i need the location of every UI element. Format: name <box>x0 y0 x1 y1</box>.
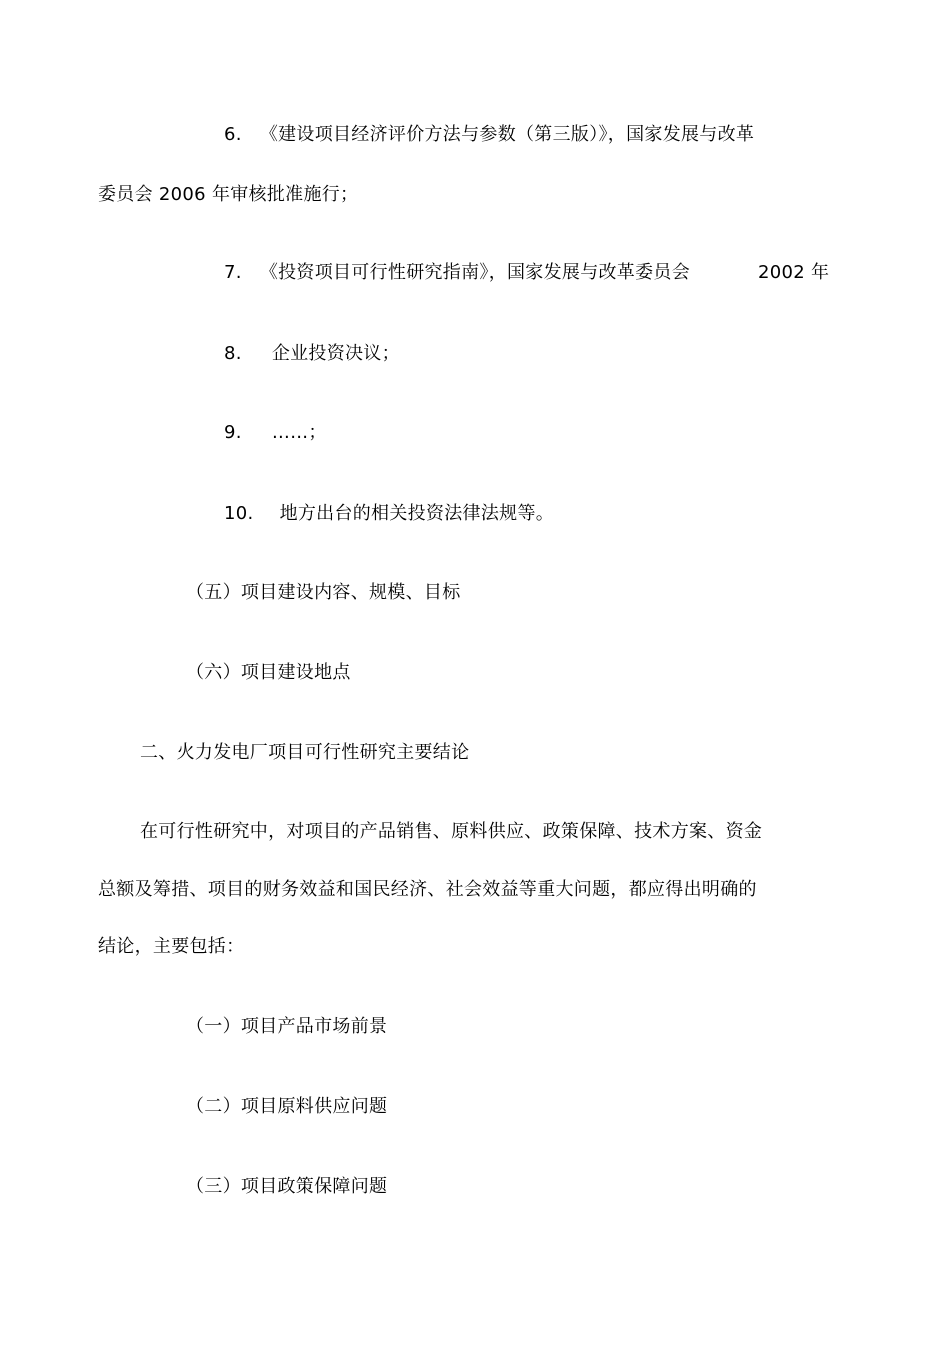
reference-item-6 <box>224 123 754 147</box>
item-number: 6. <box>224 124 242 145</box>
conclusion-heading-2: （二）项目原料供应问题 <box>186 1096 388 1117</box>
item-number: 9. <box>224 422 242 443</box>
item-number: 10. <box>224 503 254 524</box>
chapter-heading-2: 二、火力发电厂项目可行性研究主要结论 <box>140 742 470 763</box>
item-number: 7. <box>224 262 242 283</box>
paragraph-line-3: 结论，主要包括： <box>98 936 245 957</box>
section-heading-6: （六）项目建设地点 <box>186 662 351 683</box>
item-text: 地方出台的相关投资法律法规等。 <box>279 503 555 524</box>
reference-item-7 <box>224 261 690 285</box>
item-text: 《投资项目可行性研究指南》，国家发展与改革委员会 <box>259 262 691 283</box>
reference-item-9 <box>224 421 327 445</box>
reference-item-7-year: 2002 年 <box>758 262 830 283</box>
item-text: 《建设项目经济评价方法与参数（第三版）》，国家发展与改革 <box>259 124 755 145</box>
item-number: 8. <box>224 343 242 364</box>
reference-item-8 <box>224 342 400 366</box>
reference-item-6-continuation: 委员会 2006 年审核批准施行； <box>98 184 359 205</box>
paragraph-line-1: 在可行性研究中，对项目的产品销售、原料供应、政策保障、技术方案、资金 <box>140 821 763 842</box>
item-text: ……； <box>271 422 327 443</box>
section-heading-5: （五）项目建设内容、规模、目标 <box>186 582 461 603</box>
conclusion-heading-1: （一）项目产品市场前景 <box>186 1016 388 1037</box>
reference-item-10 <box>224 502 554 526</box>
paragraph-line-2: 总额及筹措、项目的财务效益和国民经济、社会效益等重大问题，都应得出明确的 <box>98 879 757 900</box>
conclusion-heading-3: （三）项目政策保障问题 <box>186 1176 388 1197</box>
item-text: 企业投资决议； <box>271 343 400 364</box>
